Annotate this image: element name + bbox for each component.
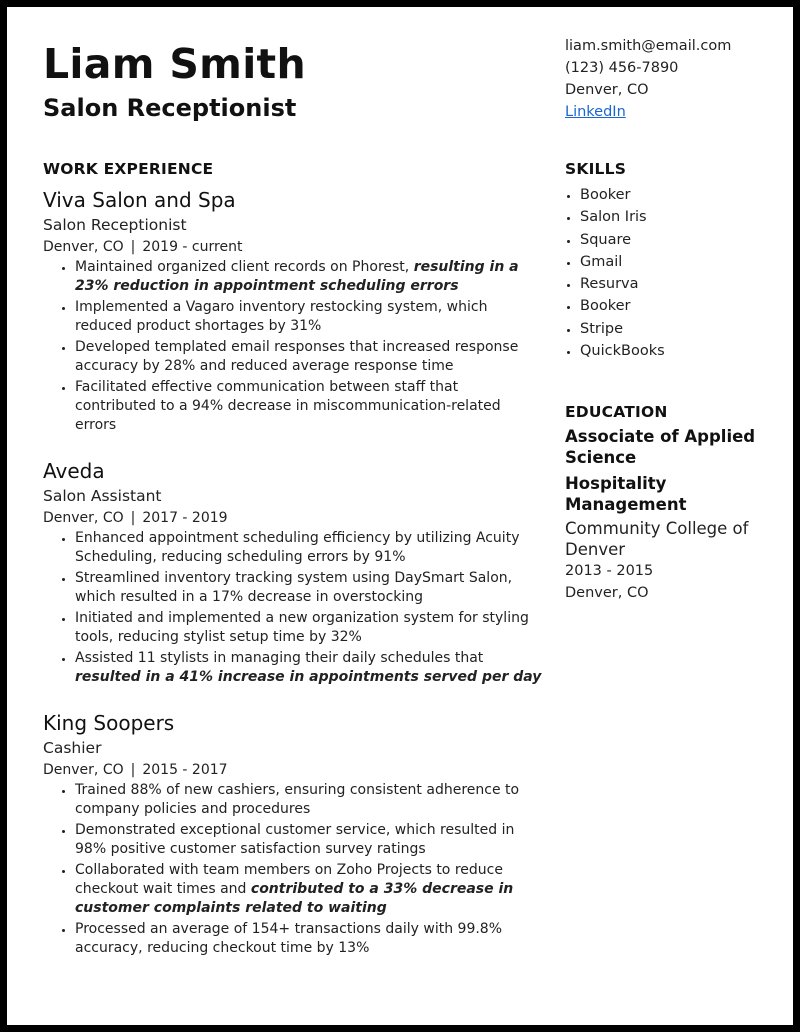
job-bullets <box>43 781 543 958</box>
skill-item: • Resurva <box>580 273 765 295</box>
job-bullet <box>75 298 543 336</box>
job-bullet <box>75 378 543 435</box>
job-bullet <box>75 529 543 567</box>
degree-field: Hospitality Management <box>565 474 687 514</box>
job-dates: 2017 - 2019 <box>142 510 228 526</box>
work-experience-heading: WORK EXPERIENCE <box>43 160 214 178</box>
contact-block <box>565 35 731 123</box>
job-bullet <box>75 821 543 859</box>
job-bullet <box>75 338 543 376</box>
job-separator: | <box>130 762 136 778</box>
job-bullet <box>75 861 543 918</box>
bullet-text: Initiated and implemented a new organization system for styling tools, reducing stylist setup time by 32% <box>75 610 529 645</box>
candidate-role: Salon Receptionist <box>43 94 297 122</box>
work-experience-section <box>43 160 543 980</box>
job-bullet <box>75 781 543 819</box>
contact-location: Denver, CO <box>565 82 649 98</box>
job-title: Salon Assistant <box>43 487 162 505</box>
job-location: Denver, CO <box>43 510 124 526</box>
school-name: Community College of Denver <box>565 519 749 559</box>
job-separator: | <box>130 239 136 255</box>
job-entry <box>43 457 543 687</box>
skill-item: • Gmail <box>580 251 765 273</box>
bullet-highlight: resulted in a 41% increase in appointments served per day <box>75 669 542 685</box>
job-dates: 2019 - current <box>142 239 243 255</box>
job-bullet <box>75 258 543 296</box>
job-meta <box>43 507 543 529</box>
bullet-text: Developed templated email responses that increased response accuracy by 28% and reduced average response time <box>75 339 519 374</box>
job-location: Denver, CO <box>43 762 124 778</box>
bullet-highlight: contributed to a 33% decrease in customer complaints related to waiting <box>75 881 514 916</box>
linkedin-link[interactable]: LinkedIn <box>565 104 626 120</box>
job-separator: | <box>130 510 136 526</box>
bullet-text: Collaborated with team members on Zoho Projects to reduce checkout wait times and <box>75 862 503 897</box>
job-bullets <box>43 258 543 435</box>
contact-email: liam.smith@email.com <box>565 38 732 54</box>
candidate-name: Liam Smith <box>43 40 306 88</box>
job-entry <box>43 186 543 435</box>
job-bullets <box>43 529 543 687</box>
job-location: Denver, CO <box>43 239 124 255</box>
contact-phone: (123) 456-7890 <box>565 60 679 76</box>
bullet-text: Assisted 11 stylists in managing their daily schedules that <box>75 650 484 666</box>
company-name: King Soopers <box>43 711 175 735</box>
skill-item: • Booker <box>580 295 765 317</box>
bullet-text: Streamlined inventory tracking system using DaySmart Salon, which resulted in a 17% decrease in overstocking <box>75 570 513 605</box>
job-bullet <box>75 920 543 958</box>
bullet-text: Processed an average of 154+ transactions daily with 99.8% accuracy, reducing checkout time by 13% <box>75 921 503 956</box>
job-title: Cashier <box>43 739 102 757</box>
company-name: Viva Salon and Spa <box>43 188 236 212</box>
skill-item: • Salon Iris <box>580 206 765 228</box>
job-list <box>43 186 543 958</box>
job-bullet <box>75 649 543 687</box>
skills-list <box>565 184 765 362</box>
job-dates: 2015 - 2017 <box>142 762 228 778</box>
bullet-text: Maintained organized client records on Phorest, <box>75 259 414 275</box>
job-bullet <box>75 609 543 647</box>
bullet-text: Demonstrated exceptional customer service, which resulted in 98% positive customer satisfaction survey ratings <box>75 822 515 857</box>
job-meta <box>43 759 543 781</box>
bullet-text: Trained 88% of new cashiers, ensuring consistent adherence to company policies and procedures <box>75 782 520 817</box>
job-meta <box>43 236 543 258</box>
job-bullet <box>75 569 543 607</box>
job-title: Salon Receptionist <box>43 216 187 234</box>
company-name: Aveda <box>43 459 105 483</box>
resume-page <box>7 7 793 1025</box>
skill-item: • QuickBooks <box>580 340 765 362</box>
bullet-text: Implemented a Vagaro inventory restocking system, which reduced product shortages by 31% <box>75 299 488 334</box>
bullet-text: Enhanced appointment scheduling efficiency by utilizing Acuity Scheduling, reducing scheduling errors by 91% <box>75 530 520 565</box>
education-dates: 2013 - 2015 <box>565 563 654 580</box>
degree-name: Associate of Applied Science <box>565 427 756 467</box>
bullet-text: Facilitated effective communication between staff that contributed to a 94% decrease in miscommunication-related errors <box>75 379 501 433</box>
education-location: Denver, CO <box>565 585 649 602</box>
job-entry <box>43 709 543 958</box>
skills-heading: SKILLS <box>565 160 627 178</box>
sidebar <box>565 160 765 604</box>
skill-item: • Square <box>580 229 765 251</box>
bullet-highlight: resulting in a 23% reduction in appointment scheduling errors <box>75 259 519 294</box>
education-heading: EDUCATION <box>565 403 668 422</box>
skill-item: • Stripe <box>580 318 765 340</box>
skill-item: • Booker <box>580 184 765 206</box>
